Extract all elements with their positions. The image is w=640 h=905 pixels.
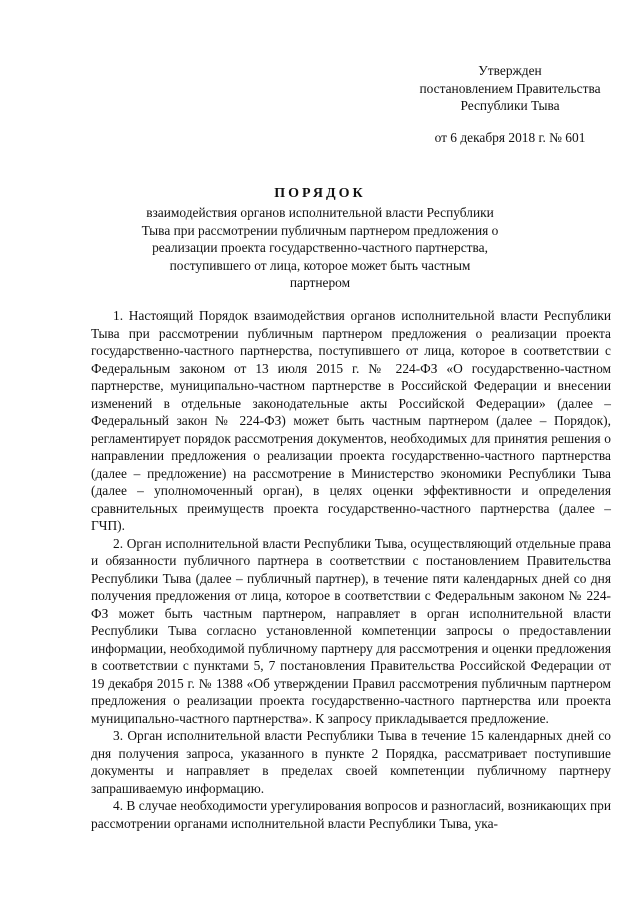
document-subtitle: взаимодействия органов исполнительной власти Республики Тыва при рассмотрении публичным партнером предложения о реализации проекта государственно-частного партнерства, поступившего от лица, которое может быть частным партнером <box>141 205 499 290</box>
approval-line-2: постановлением Правительства <box>419 80 601 96</box>
paragraph-2: 2. Орган исполнительной власти Республики Тыва, осуществляющий отдельные права и обязанности публичного партнера в соответствии с постановлением Правительства Республики Тыва (далее – публичный партнер), в течение пяти календарных дней со дня получения предложения от лица, которое в соответствии с Федеральным законом № 224-ФЗ может быть частным партнером, направляет в орган исполнительной власти Республики Тыва согласно установленной компетенции запросы о предоставлении информации, необходимой публичному партнеру для рассмотрения и оценки предложения в соответствии с пунктами 5, 7 постановления Правительства Российской Федерации от 19 декабря 2015 г. № 1388 «Об утверждении Правил рассмотрения публичным партнером предложения о реализации проекта государственно-частного партнерства или проекта муниципально-частного партнерства». К запросу прикладывается предложение. <box>91 535 611 726</box>
approval-line-3: Республики Тыва <box>460 98 560 113</box>
approval-date: от 6 декабря 2018 г. № 601 <box>434 129 586 145</box>
approval-block <box>400 62 620 146</box>
document-title: ПОРЯДОК <box>274 186 366 201</box>
paragraph-1: 1. Настоящий Порядок взаимодействия органов исполнительной власти Республики Тыва при рассмотрении публичным партнером предложения о реализации проекта государственно-частного партнерства, поступившего от лица, которое в соответствии с Федеральным законом от 13 июля 2015 г. № 224-ФЗ «О государственно-частном партнерстве, муниципально-частном партнерстве в Российской Федерации и внесении изменений в отдельные законодательные акты Российской Федерации» (далее – Федеральный закон № 224-ФЗ) может быть частным партнером (далее – Порядок), регламентирует порядок рассмотрения документов, необходимых для принятия решения о направлении предложения о реализации проекта государственно-частного партнерства (далее – предложение) на рассмотрение в Министерство экономики Республики Тыва (далее – уполномоченный орган), в целях оценки эффективности и определения сравнительных преимуществ проекта государственно-частного партнерства (далее – ГЧП). <box>91 308 611 533</box>
paragraph-3: 3. Орган исполнительной власти Республики Тыва в течение 15 календарных дней со дня получения запроса, указанного в пункте 2 Порядка, рассматривает поступившие документы и направляет в пределах своей компетенции публичному партнеру запрашиваемую информацию. <box>91 728 611 796</box>
paragraph-4: 4. В случае необходимости урегулирования вопросов и разногласий, возникающих при рассмотрении органами исполнительной власти Республики Тыва, ука- <box>91 798 611 831</box>
approval-line-1: Утвержден <box>478 63 542 78</box>
document-body <box>91 307 611 832</box>
